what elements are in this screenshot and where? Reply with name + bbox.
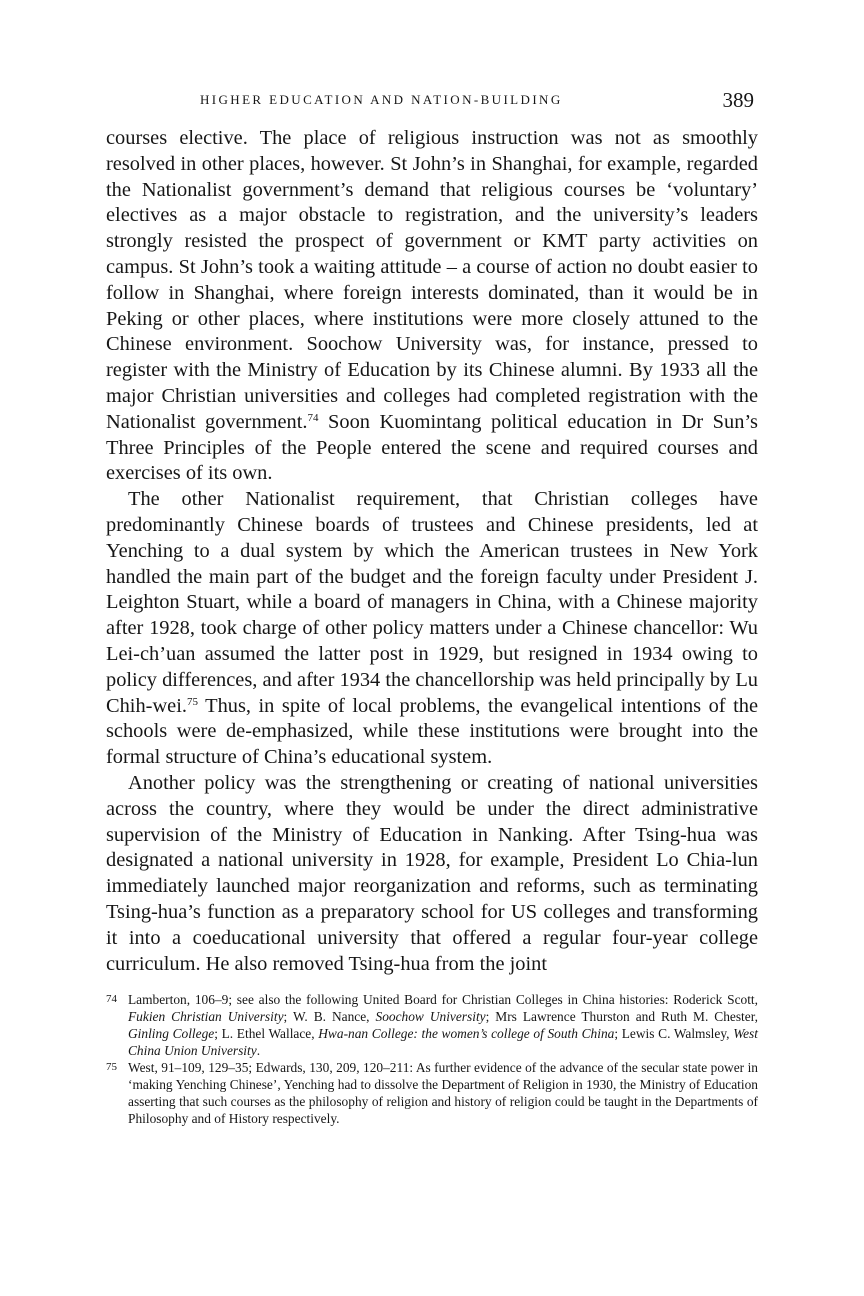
- footnote-text-run: West, 91–109, 129–35; Edwards, 130, 209, 120–211: As further evidence of the advance of the secular state power in ‘making Yenching Chinese’, Yenching had to dissolve the Department of Religion in 1930, the Ministry of Education asserting that such courses as the philosophy of religion and history of religion could be taught in the Departments of Philosophy and of History respectively.: [128, 1060, 758, 1127]
- running-head: [106, 88, 758, 118]
- footnote-text-run: Lamberton, 106–9; see also the following United Board for Christian Colleges in China histories: Roderick Scott,: [128, 992, 758, 1008]
- paragraph-text: Soon Kuomintang political education in Dr Sun’s Three Principles of the People entered the scene and required courses and exercises of its own.: [106, 410, 758, 485]
- footnote: [106, 1059, 758, 1127]
- footnote-italic-title: Soochow University: [375, 1009, 486, 1025]
- paragraph-text: courses elective. The place of religious instruction was not as smoothly resolved in other places, however. St John’s in Shanghai, for example, regarded the Nationalist government’s demand that religious courses be ‘voluntary’ electives as a major obstacle to registration, and the university’s leaders strongly resisted the prospect of government or KMT party activities on campus. St John’s took a waiting attitude – a course of action no doubt easier to follow in Shanghai, where foreign interests dominated, than it would be in Peking or other places, where institutions were more closely attuned to the Chinese environment. Soochow University was, for instance, pressed to register with the Ministry of Education by its Chinese alumni. By 1933 all the major Christian universities and colleges had completed registration with the Nationalist government.: [106, 127, 758, 433]
- body-text: [106, 126, 758, 977]
- footnotes: [106, 991, 758, 1127]
- paragraph: [106, 487, 758, 771]
- footnote-text-run: .: [256, 1043, 261, 1059]
- footnote-marker: 74: [106, 993, 117, 1006]
- running-head-title: HIGHER EDUCATION AND NATION-BUILDING: [200, 92, 563, 107]
- paragraph-text: Another policy was the strengthening or creating of national universities across the country, where they would be under the direct administrative supervision of the Ministry of Education in Nanking. After Tsing-hua was designated a national university in 1928, for example, President Lo Chia-lun immediately launched major reorganization and reforms, such as terminating Tsing-hua’s function as a preparatory school for US colleges and transforming it into a coeducational university that offered a regular four-year college curriculum. He also removed Tsing-hua from the joint: [106, 771, 758, 975]
- footnote-text-run: ; L. Ethel Wallace,: [214, 1026, 319, 1042]
- footnote-text: [128, 991, 758, 1059]
- page-number: 389: [722, 88, 754, 112]
- footnote-text-run: ; W. B. Nance,: [283, 1009, 376, 1025]
- paragraph-text: Thus, in spite of local problems, the evangelical intentions of the schools were de-emphasized, while these institutions were brought into the formal structure of China’s educational system.: [106, 694, 758, 769]
- footnote-italic-title: Fukien Christian University: [128, 1009, 284, 1025]
- footnote-text: [128, 1059, 758, 1127]
- footnote-italic-title: West China Union University: [128, 1026, 758, 1059]
- footnote-italic-title: Hwa-nan College: the women’s college of South China: [318, 1026, 615, 1042]
- paragraph-text: The other Nationalist requirement, that Christian colleges have predominantly Chinese boards of trustees and Chinese presidents, led at Yenching to a dual system by which the American trustees in New York handled the main part of the budget and the foreign faculty under President J. Leighton Stuart, while a board of managers in China, with a Chinese majority after 1928, took charge of other policy matters under a Chinese chancellor: Wu Lei-ch’uan assumed the latter post in 1929, but resigned in 1934 owing to policy differences, and after 1934 the chancellorship was held principally by Lu Chih-wei.: [106, 488, 758, 717]
- footnote: [106, 991, 758, 1059]
- footnote-text-run: ; Lewis C. Walmsley,: [614, 1026, 734, 1042]
- footnote-italic-title: Ginling College: [128, 1026, 215, 1042]
- book-page: [106, 88, 758, 1127]
- footnote-marker: 75: [106, 1061, 117, 1074]
- footnote-reference: 74: [307, 411, 319, 424]
- paragraph: [106, 126, 758, 487]
- footnote-text-run: ; Mrs Lawrence Thurston and Ruth M. Chester,: [485, 1009, 758, 1025]
- footnote-reference: 75: [187, 695, 198, 708]
- paragraph: [106, 771, 758, 977]
